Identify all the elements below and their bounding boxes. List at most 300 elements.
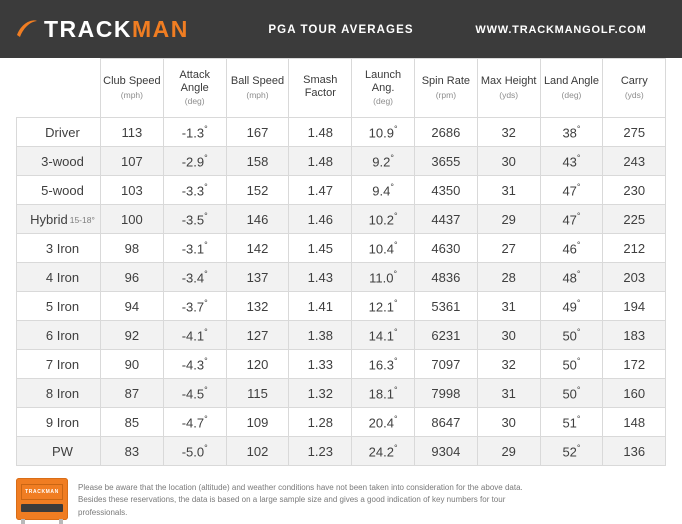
cell-value: 47 [562,183,577,199]
table-cell-club [17,321,101,350]
table-cell-club-speed [101,292,164,321]
column-unit: (yds) [499,89,519,100]
cell-value: 52 [562,444,577,460]
club-name: 3 Iron [45,240,80,256]
table-header-cell-max-height [477,59,540,118]
table-cell-club-speed [101,176,164,205]
table-cell-club [17,147,101,176]
club-name: 5-wood [41,182,84,198]
table-cell-land-angle [540,321,603,350]
degree-symbol: ° [576,355,581,366]
table-row [17,263,666,292]
header-right [450,20,682,38]
page-footer [0,466,682,520]
degree-symbol: ° [390,181,394,192]
cell-value: 10.2 [368,212,394,228]
cell-value: 30 [501,153,516,169]
column-label: Max Height [480,75,537,88]
table-cell-club [17,176,101,205]
cell-value: 9304 [431,443,461,459]
column-unit: (yds) [624,89,644,100]
cell-value: -3.5 [181,212,205,228]
club-name: Driver [45,124,80,140]
page-header [0,0,682,58]
cell-value: 275 [623,124,646,140]
cell-value: 1.28 [307,414,333,430]
table-cell-launch [352,263,415,292]
table-cell-spin [414,176,477,205]
cell-value: 146 [246,211,269,227]
table-cell-club [17,437,101,466]
table-cell-max-height [477,350,540,379]
column-unit: (rpm) [435,89,457,100]
table-cell-ball-speed [226,350,289,379]
table-cell-spin [414,205,477,234]
table-header-cell-spin-rate [414,59,477,118]
table-cell-club [17,292,101,321]
table-cell-spin [414,118,477,147]
table-cell-club-speed [101,263,164,292]
table-cell-carry [603,292,666,321]
table-row [17,205,666,234]
column-label: Spin Rate [421,75,471,88]
degree-symbol: ° [204,123,208,134]
cell-value: 160 [623,385,646,401]
table-cell-smash [289,379,352,408]
table-cell-max-height [477,321,540,350]
table-header-cell-club-speed [101,59,164,118]
cell-value: 7998 [431,385,461,401]
table-cell-smash [289,176,352,205]
table-cell-attack-angle [163,321,226,350]
table-container [0,58,682,466]
cell-value: 2686 [431,124,461,140]
cell-value: 4630 [431,240,461,256]
cell-value: 113 [121,124,143,140]
club-name: 8 Iron [45,385,80,401]
table-cell-ball-speed [226,408,289,437]
cell-value: 29 [501,211,516,227]
table-cell-attack-angle [163,147,226,176]
cell-value: 12.1 [368,299,394,315]
brand-logo-text-primary: TRACK [44,15,132,42]
table-cell-club [17,205,101,234]
cell-value: 158 [246,153,269,169]
cell-value: -4.7 [181,415,205,431]
table-cell-land-angle [540,437,603,466]
cell-value: 1.32 [307,385,333,401]
table-cell-launch [352,379,415,408]
cell-value: 212 [623,240,646,256]
cell-value: 1.43 [307,269,333,285]
table-row [17,379,666,408]
table-header-cell-club [17,59,101,118]
club-name: PW [52,443,73,459]
table-cell-club-speed [101,408,164,437]
cell-value: -5.0 [181,444,205,460]
table-cell-launch [352,408,415,437]
cell-value: 96 [124,269,140,285]
cell-value: 243 [623,153,646,169]
degree-symbol: ° [576,181,581,192]
table-row [17,408,666,437]
table-cell-max-height [477,437,540,466]
degree-symbol: ° [576,210,581,221]
table-cell-launch [352,234,415,263]
table-cell-land-angle [540,234,603,263]
table-cell-club-speed [101,205,164,234]
table-row [17,118,666,147]
cell-value: 183 [623,327,646,343]
cell-value: 10.9 [368,125,394,141]
cell-value: 107 [121,153,143,169]
table-cell-launch [352,176,415,205]
club-name: 9 Iron [45,414,80,430]
table-cell-club-speed [101,437,164,466]
cell-value: 3655 [431,153,461,169]
table-cell-ball-speed [226,118,289,147]
cell-value: -3.4 [181,270,205,286]
club-name: 3-wood [41,153,84,169]
cell-value: 27 [501,240,516,256]
cell-value: 46 [562,241,577,257]
cell-value: 50 [562,386,577,402]
table-header-cell-carry [603,59,666,118]
table-cell-ball-speed [226,205,289,234]
degree-symbol: ° [204,384,208,395]
column-unit: (deg) [184,96,205,107]
table-cell-carry [603,408,666,437]
table-cell-launch [352,205,415,234]
cell-value: 109 [246,414,269,430]
cell-value: -4.3 [181,357,205,373]
table-cell-attack-angle [163,408,226,437]
cell-value: 10.4 [368,241,394,257]
column-label: Club Speed [103,75,161,88]
table-cell-carry [603,118,666,147]
cell-value: 31 [501,385,516,401]
table-cell-carry [603,263,666,292]
degree-symbol: ° [576,152,581,163]
column-label: Ball Speed [230,75,285,88]
cell-value: 28 [501,269,516,285]
table-body [17,118,666,466]
cell-value: 90 [124,356,140,372]
table-cell-land-angle [540,408,603,437]
table-cell-ball-speed [226,437,289,466]
cell-value: 50 [562,328,577,344]
website-url[interactable]: WWW.TRACKMANGOLF.COM [475,24,647,36]
table-cell-ball-speed [226,379,289,408]
cell-value: 38 [562,125,577,141]
table-header-cell-launch-angle [352,59,415,118]
disclaimer-text: Please be aware that the location (altitude) and weather conditions have not been taken into consideration for the above data. Besides these reservations, the data is based on a large sample size and gives a good indication of key numbers for tour professionals. [78,483,523,517]
device-strip [21,504,63,512]
cell-value: 1.23 [307,443,333,459]
table-cell-club-speed [101,350,164,379]
degree-symbol: ° [393,384,398,395]
device-screen-label: TRACKMAN [21,484,63,500]
table-cell-smash [289,408,352,437]
column-label: Land Angle [543,75,599,88]
table-cell-land-angle [540,350,603,379]
cell-value: 1.48 [307,153,333,169]
club-name: 6 Iron [45,327,80,343]
cell-value: 14.1 [368,328,394,344]
table-cell-launch [352,321,415,350]
cell-value: 115 [247,385,268,401]
cell-value: 16.3 [368,357,394,373]
table-cell-club-speed [101,379,164,408]
table-cell-ball-speed [226,263,289,292]
degree-symbol: ° [393,355,398,366]
cell-value: 167 [246,124,269,140]
table-cell-ball-speed [226,321,289,350]
cell-value: 1.45 [307,240,333,256]
table-cell-attack-angle [163,263,226,292]
table-cell-club-speed [101,234,164,263]
table-cell-club [17,234,101,263]
cell-value: 4836 [431,269,461,285]
table-row [17,234,666,263]
table-row [17,437,666,466]
table-cell-smash [289,234,352,263]
cell-value: 4350 [431,182,461,198]
device-leg-right [59,519,63,524]
table-cell-max-height [477,379,540,408]
cell-value: 100 [121,211,143,227]
degree-symbol: ° [393,239,398,250]
table-cell-spin [414,437,477,466]
table-cell-spin [414,350,477,379]
degree-symbol: ° [204,297,208,308]
cell-value: 7097 [431,356,461,372]
degree-symbol: ° [390,152,394,163]
cell-value: -4.1 [181,328,205,344]
cell-value: 148 [623,414,646,430]
table-cell-club-speed [101,321,164,350]
table-cell-attack-angle [163,437,226,466]
table-cell-max-height [477,263,540,292]
degree-symbol: ° [576,297,581,308]
table-cell-club-speed [101,118,164,147]
degree-symbol: ° [576,442,581,453]
cell-value: 6231 [431,327,461,343]
cell-value: 32 [501,356,516,372]
table-cell-carry [603,176,666,205]
swoosh-icon [16,18,38,40]
table-cell-smash [289,321,352,350]
table-header-cell-attack-angle [163,59,226,118]
table-cell-ball-speed [226,234,289,263]
cell-value: 103 [121,182,143,198]
table-cell-club [17,408,101,437]
cell-value: 20.4 [368,415,394,431]
table-cell-max-height [477,205,540,234]
table-cell-attack-angle [163,176,226,205]
pga-tour-averages-table [16,58,666,466]
cell-value: -3.3 [181,183,205,199]
table-cell-max-height [477,408,540,437]
table-cell-max-height [477,176,540,205]
table-cell-land-angle [540,292,603,321]
cell-value: 230 [623,182,646,198]
column-label: Carry [620,75,648,88]
degree-symbol: ° [576,123,581,134]
table-cell-attack-angle [163,118,226,147]
cell-value: -4.5 [181,386,205,402]
table-cell-smash [289,292,352,321]
table-cell-spin [414,379,477,408]
column-label: Launch Ang. [365,68,402,94]
table-cell-land-angle [540,263,603,292]
cell-value: 172 [623,356,646,372]
table-row [17,292,666,321]
table-cell-carry [603,205,666,234]
table-cell-launch [352,147,415,176]
table-row [17,147,666,176]
cell-value: 1.33 [307,356,333,372]
table-cell-land-angle [540,205,603,234]
cell-value: 31 [501,298,516,314]
table-cell-smash [289,205,352,234]
cell-value: -3.7 [181,299,205,315]
cell-value: 85 [124,414,140,430]
cell-value: 225 [623,211,646,227]
header-center [232,20,450,38]
cell-value: -2.9 [181,154,205,170]
table-cell-club [17,263,101,292]
table-cell-max-height [477,234,540,263]
degree-symbol: ° [204,326,208,337]
table-header-row [17,59,666,118]
cell-value: 98 [124,240,140,256]
cell-value: 1.38 [307,327,333,343]
cell-value: 102 [246,443,269,459]
cell-value: 48 [562,270,577,286]
table-cell-land-angle [540,147,603,176]
cell-value: 32 [501,124,516,140]
cell-value: 152 [246,182,269,198]
table-cell-spin [414,408,477,437]
cell-value: 9.4 [372,183,391,199]
cell-value: 120 [246,356,269,372]
cell-value: 9.2 [372,154,391,170]
table-cell-land-angle [540,379,603,408]
trackman-device-icon [16,478,68,520]
cell-value: 30 [501,414,516,430]
table-cell-carry [603,234,666,263]
table-cell-smash [289,147,352,176]
cell-value: 31 [501,182,516,198]
table-header-cell-land-angle [540,59,603,118]
degree-symbol: ° [576,326,581,337]
table-cell-spin [414,321,477,350]
club-name: 5 Iron [45,298,80,314]
column-unit: (deg) [373,96,393,107]
table-cell-ball-speed [226,147,289,176]
degree-symbol: ° [393,297,398,308]
degree-symbol: ° [204,181,208,192]
cell-value: 8647 [431,414,461,430]
degree-symbol: ° [204,152,208,163]
table-cell-max-height [477,118,540,147]
degree-symbol: ° [393,413,398,424]
cell-value: 11.0 [369,270,394,286]
table-cell-attack-angle [163,350,226,379]
table-header [17,59,666,118]
cell-value: 51 [562,415,577,431]
cell-value: 94 [124,298,140,314]
table-cell-spin [414,292,477,321]
table-cell-club [17,118,101,147]
table-cell-land-angle [540,118,603,147]
brand-logo-text-accent: MAN [132,15,189,42]
cell-value: 5361 [431,298,461,314]
table-cell-launch [352,350,415,379]
cell-value: -3.1 [181,241,205,257]
table-row [17,176,666,205]
table-cell-smash [289,437,352,466]
table-cell-smash [289,263,352,292]
table-cell-attack-angle [163,234,226,263]
table-cell-attack-angle [163,379,226,408]
table-cell-spin [414,263,477,292]
club-loft-sub: 15-18° [69,214,95,225]
page-title: PGA TOUR AVERAGES [268,24,414,36]
column-unit: (mph) [246,89,269,100]
table-cell-carry [603,379,666,408]
degree-symbol: ° [204,210,208,221]
cell-value: 43 [562,154,577,170]
degree-symbol: ° [576,239,581,250]
column-unit: (deg) [561,89,582,100]
table-cell-smash [289,118,352,147]
degree-symbol: ° [204,268,208,279]
cell-value: 1.48 [307,124,333,140]
cell-value: 137 [246,269,269,285]
cell-value: 18.1 [368,386,394,402]
table-cell-carry [603,437,666,466]
club-name: 7 Iron [45,356,80,372]
cell-value: 194 [623,298,646,314]
club-name: 4 Iron [45,269,80,285]
table-cell-launch [352,437,415,466]
cell-value: 30 [501,327,516,343]
table-row [17,350,666,379]
cell-value: 1.46 [307,211,333,227]
degree-symbol: ° [204,413,208,424]
cell-value: 49 [562,299,577,315]
degree-symbol: ° [204,239,208,250]
cell-value: 87 [124,385,140,401]
table-row [17,321,666,350]
column-label: Smash Factor [303,73,338,99]
cell-value: 136 [623,443,646,459]
cell-value: 83 [124,443,140,459]
degree-symbol: ° [393,326,398,337]
table-cell-carry [603,147,666,176]
table-cell-ball-speed [226,176,289,205]
cell-value: 1.47 [307,182,333,198]
column-unit: (mph) [120,89,143,100]
table-cell-club [17,379,101,408]
cell-value: 24.2 [368,444,394,460]
degree-symbol: ° [204,442,208,453]
table-cell-carry [603,321,666,350]
cell-value: 1.41 [307,298,333,314]
cell-value: 47 [562,212,577,228]
